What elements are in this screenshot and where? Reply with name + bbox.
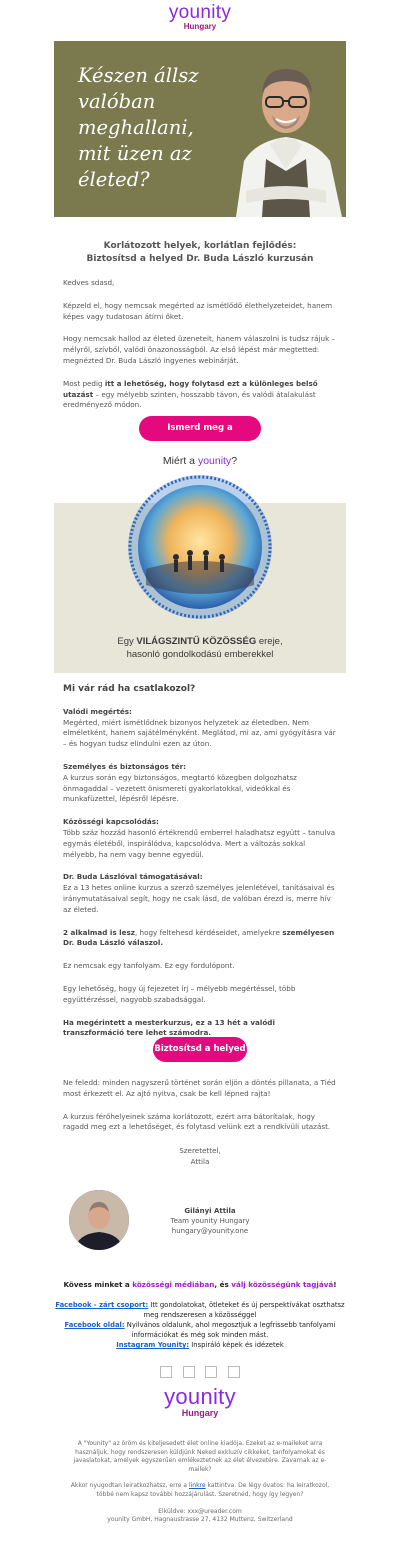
- caption-line: [54, 635, 346, 648]
- social-links: [50, 1300, 350, 1350]
- turning-point-paragraph: Ez nemcsak egy tanfolyam. Ez egy fordulópont.: [63, 961, 235, 971]
- follow-us: [40, 1280, 360, 1291]
- benefit-text: Megérted, miért ismétlődnek bizonyos helyzetek az életedben. Nem elméletként, hanem sajátélményként. Meglátod, mi az, ami gyógyításra vár – és hogyan tudsz elindulni ezen az úton.: [63, 717, 336, 749]
- intro-paragraph: Képzeld el, hogy nemcsak megérted az ismétlődő élethelyzeteidet, hanem képes vagy tudatosan átírni őket.: [63, 300, 333, 321]
- footer-unsubscribe: [62, 1482, 338, 1499]
- benefits-heading: Mi vár rád ha csatlakozol?: [63, 684, 196, 694]
- final-bold-paragraph: Ha megérintett a mesterkurzus, ez a 13 hét a valódi transzformáció tere lehet számodra.: [63, 1017, 275, 1038]
- benefit-title: Valódi megértés:: [63, 706, 132, 716]
- logo-country: Hungary: [181, 1408, 219, 1418]
- details-button[interactable]: Ismerd meg a: [139, 416, 261, 441]
- signature: [0, 1145, 400, 1167]
- benefit-text: Több száz hozzád hasonló értékrendű emberrel haladhatsz együtt – tanulva egymás életéből, inspirálódva, kapcsolódva. Mert a változás sokkal mélyebb, ha nem vagy benne egyedül.: [63, 827, 336, 859]
- link-description: Itt gondolatokat, ötleteket és új perspektívákat oszthatsz meg rendszeresen a közösséggel: [143, 1301, 345, 1319]
- live-sessions-paragraph: [63, 928, 337, 950]
- intro-paragraph: Hogy nemcsak hallod az életed üzeneteit, hanem válaszolni is tudsz rájuk – mélyről, szívből, valódi önazonosságból. Az első lépést már megtetted: megnézted Dr. Buda László ingyenes webinárját.: [63, 334, 336, 365]
- text-segment: , és: [214, 1280, 232, 1289]
- text-segment: kattintva. De légy óvatos: ha leiratkozol, többé nem kapsz további hozzájárulást. Szeretnéd, hogy így legyen?: [96, 1482, 330, 1498]
- benefit-item: [63, 762, 337, 805]
- text-segment: Akkor nyugodtan leiratkozhatsz, erre a: [70, 1482, 189, 1490]
- facebook-page-link[interactable]: Facebook oldal:: [64, 1321, 125, 1329]
- hero-line: mit üzen az: [78, 142, 192, 165]
- contact-card: [140, 1206, 280, 1236]
- headline-line: Biztosítsd a helyed Dr. Buda László kurzusán: [86, 254, 314, 264]
- avatar: [69, 1190, 129, 1250]
- benefit-title: Személyes és biztonságos tér:: [63, 761, 187, 771]
- promo-title: [54, 455, 346, 467]
- text-segment: Most pedig: [63, 378, 105, 388]
- logo-brand: younity: [168, 2, 232, 23]
- footer-sender: Elküldve: xxx@ureader.com: [158, 1507, 242, 1515]
- footer-logo[interactable]: [0, 1386, 400, 1418]
- social-link-row: [50, 1340, 350, 1350]
- closing-paragraph: Ne feledd: minden nagyszerű történet során eljön a döntés pillanata, a Tiéd most érkezett el. Az ajtó nyitva, csak be kell lépned rajta!: [63, 1078, 336, 1098]
- linkedin-icon[interactable]: [228, 1366, 240, 1378]
- benefit-text: Ez a 13 hetes online kurzus a szerző személyes jelenlétével, tanításaival és iránymutatásaival segít, hogy ne csak lásd, de valóban érezd is, merre hív az életed.: [63, 883, 335, 914]
- hero-line: valóban: [78, 90, 156, 113]
- facebook-icon[interactable]: [160, 1366, 172, 1378]
- social-link-row: [50, 1300, 350, 1320]
- text-segment-bold: VILÁGSZINTŰ KÖZÖSSÉG: [136, 636, 257, 647]
- opportunity-paragraph: Egy lehetőség, hogy új fejezetet írj – mélyebb megértéssel, több együttérzéssel, nagyobb szabadsággal.: [63, 983, 296, 1004]
- text-segment: ?: [231, 455, 238, 467]
- younity-logo[interactable]: [0, 0, 400, 36]
- intro-section: [63, 278, 337, 411]
- benefit-item: [63, 872, 337, 915]
- link-description: Nyilvános oldalunk, ahol megosztjuk a legfrissebb tanfolyami információkat és még sok minden mást.: [124, 1321, 336, 1339]
- contact-email[interactable]: hungary@younity.one: [171, 1227, 249, 1235]
- text-segment-brand: younity: [197, 455, 232, 467]
- hero-text: [78, 63, 228, 193]
- closing-paragraph: A kurzus férőhelyeinek száma korlátozott, ezért arra bátorítalak, hogy ragadd meg ezt a lehetőséget, és folytasd velünk ezt a rendkívüli utazást.: [63, 1111, 331, 1132]
- text-segment: Miért a: [162, 455, 198, 467]
- text-segment-bold: itt a lehetőség, hogy folytasd ezt a különleges belső utazást: [63, 378, 318, 399]
- benefit-title: Közösségi kapcsolódás:: [63, 817, 159, 827]
- instagram-link[interactable]: Instagram Younity:: [116, 1341, 190, 1349]
- social-icons: [160, 1366, 240, 1378]
- benefit-item: [63, 707, 337, 750]
- hero-line: meghallani,: [78, 116, 194, 139]
- closing-section: [63, 1078, 337, 1133]
- headline: [54, 240, 346, 266]
- text-segment-bold: 2 alkalmad is lesz: [63, 927, 135, 937]
- benefit-title: Dr. Buda Lászlóval támogatásával:: [63, 872, 203, 882]
- social-link-row: [50, 1320, 350, 1340]
- caption-line: hasonló gondolkodású emberekkel: [126, 649, 274, 660]
- logo-country: Hungary: [183, 22, 217, 31]
- reserve-place-button[interactable]: Biztosítsd a helyed: [153, 1037, 247, 1062]
- benefits-section: [63, 684, 337, 1039]
- youtube-icon[interactable]: [205, 1366, 217, 1378]
- greeting: Kedves sdasd,: [63, 278, 115, 287]
- social-media-link[interactable]: közösségi médiában: [132, 1280, 215, 1289]
- unsubscribe-link[interactable]: linkre: [188, 1482, 206, 1490]
- promo-caption: [54, 635, 346, 661]
- contact-team: Team younity Hungary: [170, 1217, 250, 1225]
- hero-banner[interactable]: [54, 41, 346, 217]
- headline-line: Korlátozott helyek, korlátlan fejlődés:: [103, 241, 297, 251]
- text-segment: , hogy feltehesd kérdéseidet, amelyekre: [134, 927, 283, 937]
- speaker-photo: [226, 41, 346, 217]
- text-segment: – egy mélyebb szinten, hosszabb távon, és valódi átalakulást eredményező módon.: [63, 389, 316, 410]
- text-segment: !: [333, 1280, 337, 1289]
- footer: [62, 1440, 338, 1525]
- sign-name: Attila: [190, 1157, 210, 1166]
- benefit-text: A kurzus során egy biztonságos, megtartó közegben dolgozhatsz önmagaddal – vezetett önismereti gyakorlatokkal, videókkal és munkafüzettel, lépésről lépésre.: [63, 772, 297, 804]
- hero-line: Készen állsz: [78, 64, 199, 87]
- hero-line: életed?: [78, 168, 150, 191]
- instagram-icon[interactable]: [183, 1366, 195, 1378]
- footer-about: A "Younity" az öröm és kiteljesedett élet online kiadója. Ezeket az e-maileket arra használjuk, hogy rendszeresen küldjünk Neked exkluzív cikkeket, tanfolyamokat és javaslatokat, amelyek egyszerűen emlékeztetnek az élet élvezetére. Zavarnak az e-mailek?: [73, 1440, 327, 1473]
- text-segment: ereje,: [256, 636, 283, 647]
- globe-illustration: [126, 473, 274, 621]
- text-segment: Kövess minket a: [63, 1280, 133, 1289]
- benefit-item: [63, 817, 337, 860]
- younity-logo: [0, 1386, 400, 1418]
- community-promo-image[interactable]: [54, 449, 346, 673]
- link-description: Inspiráló képek és idézetek: [189, 1341, 284, 1349]
- avatar-photo: [69, 1190, 129, 1250]
- facebook-group-link[interactable]: Facebook - zárt csoport:: [55, 1301, 149, 1309]
- text-segment-bold: személyesen Dr. Buda László válaszol.: [63, 927, 335, 948]
- join-community-link[interactable]: válj közösségünk tagjává: [231, 1280, 334, 1289]
- text-segment: Egy: [117, 636, 137, 647]
- logo-brand: younity: [164, 1384, 236, 1409]
- intro-paragraph: [63, 379, 337, 411]
- contact-name: Gilányi Attila: [184, 1207, 236, 1215]
- footer-address: younity GmbH, Hagnaustrasse 27, 4132 Muttenz, Switzerland: [107, 1516, 293, 1524]
- sign-off: Szeretettel,: [179, 1146, 221, 1155]
